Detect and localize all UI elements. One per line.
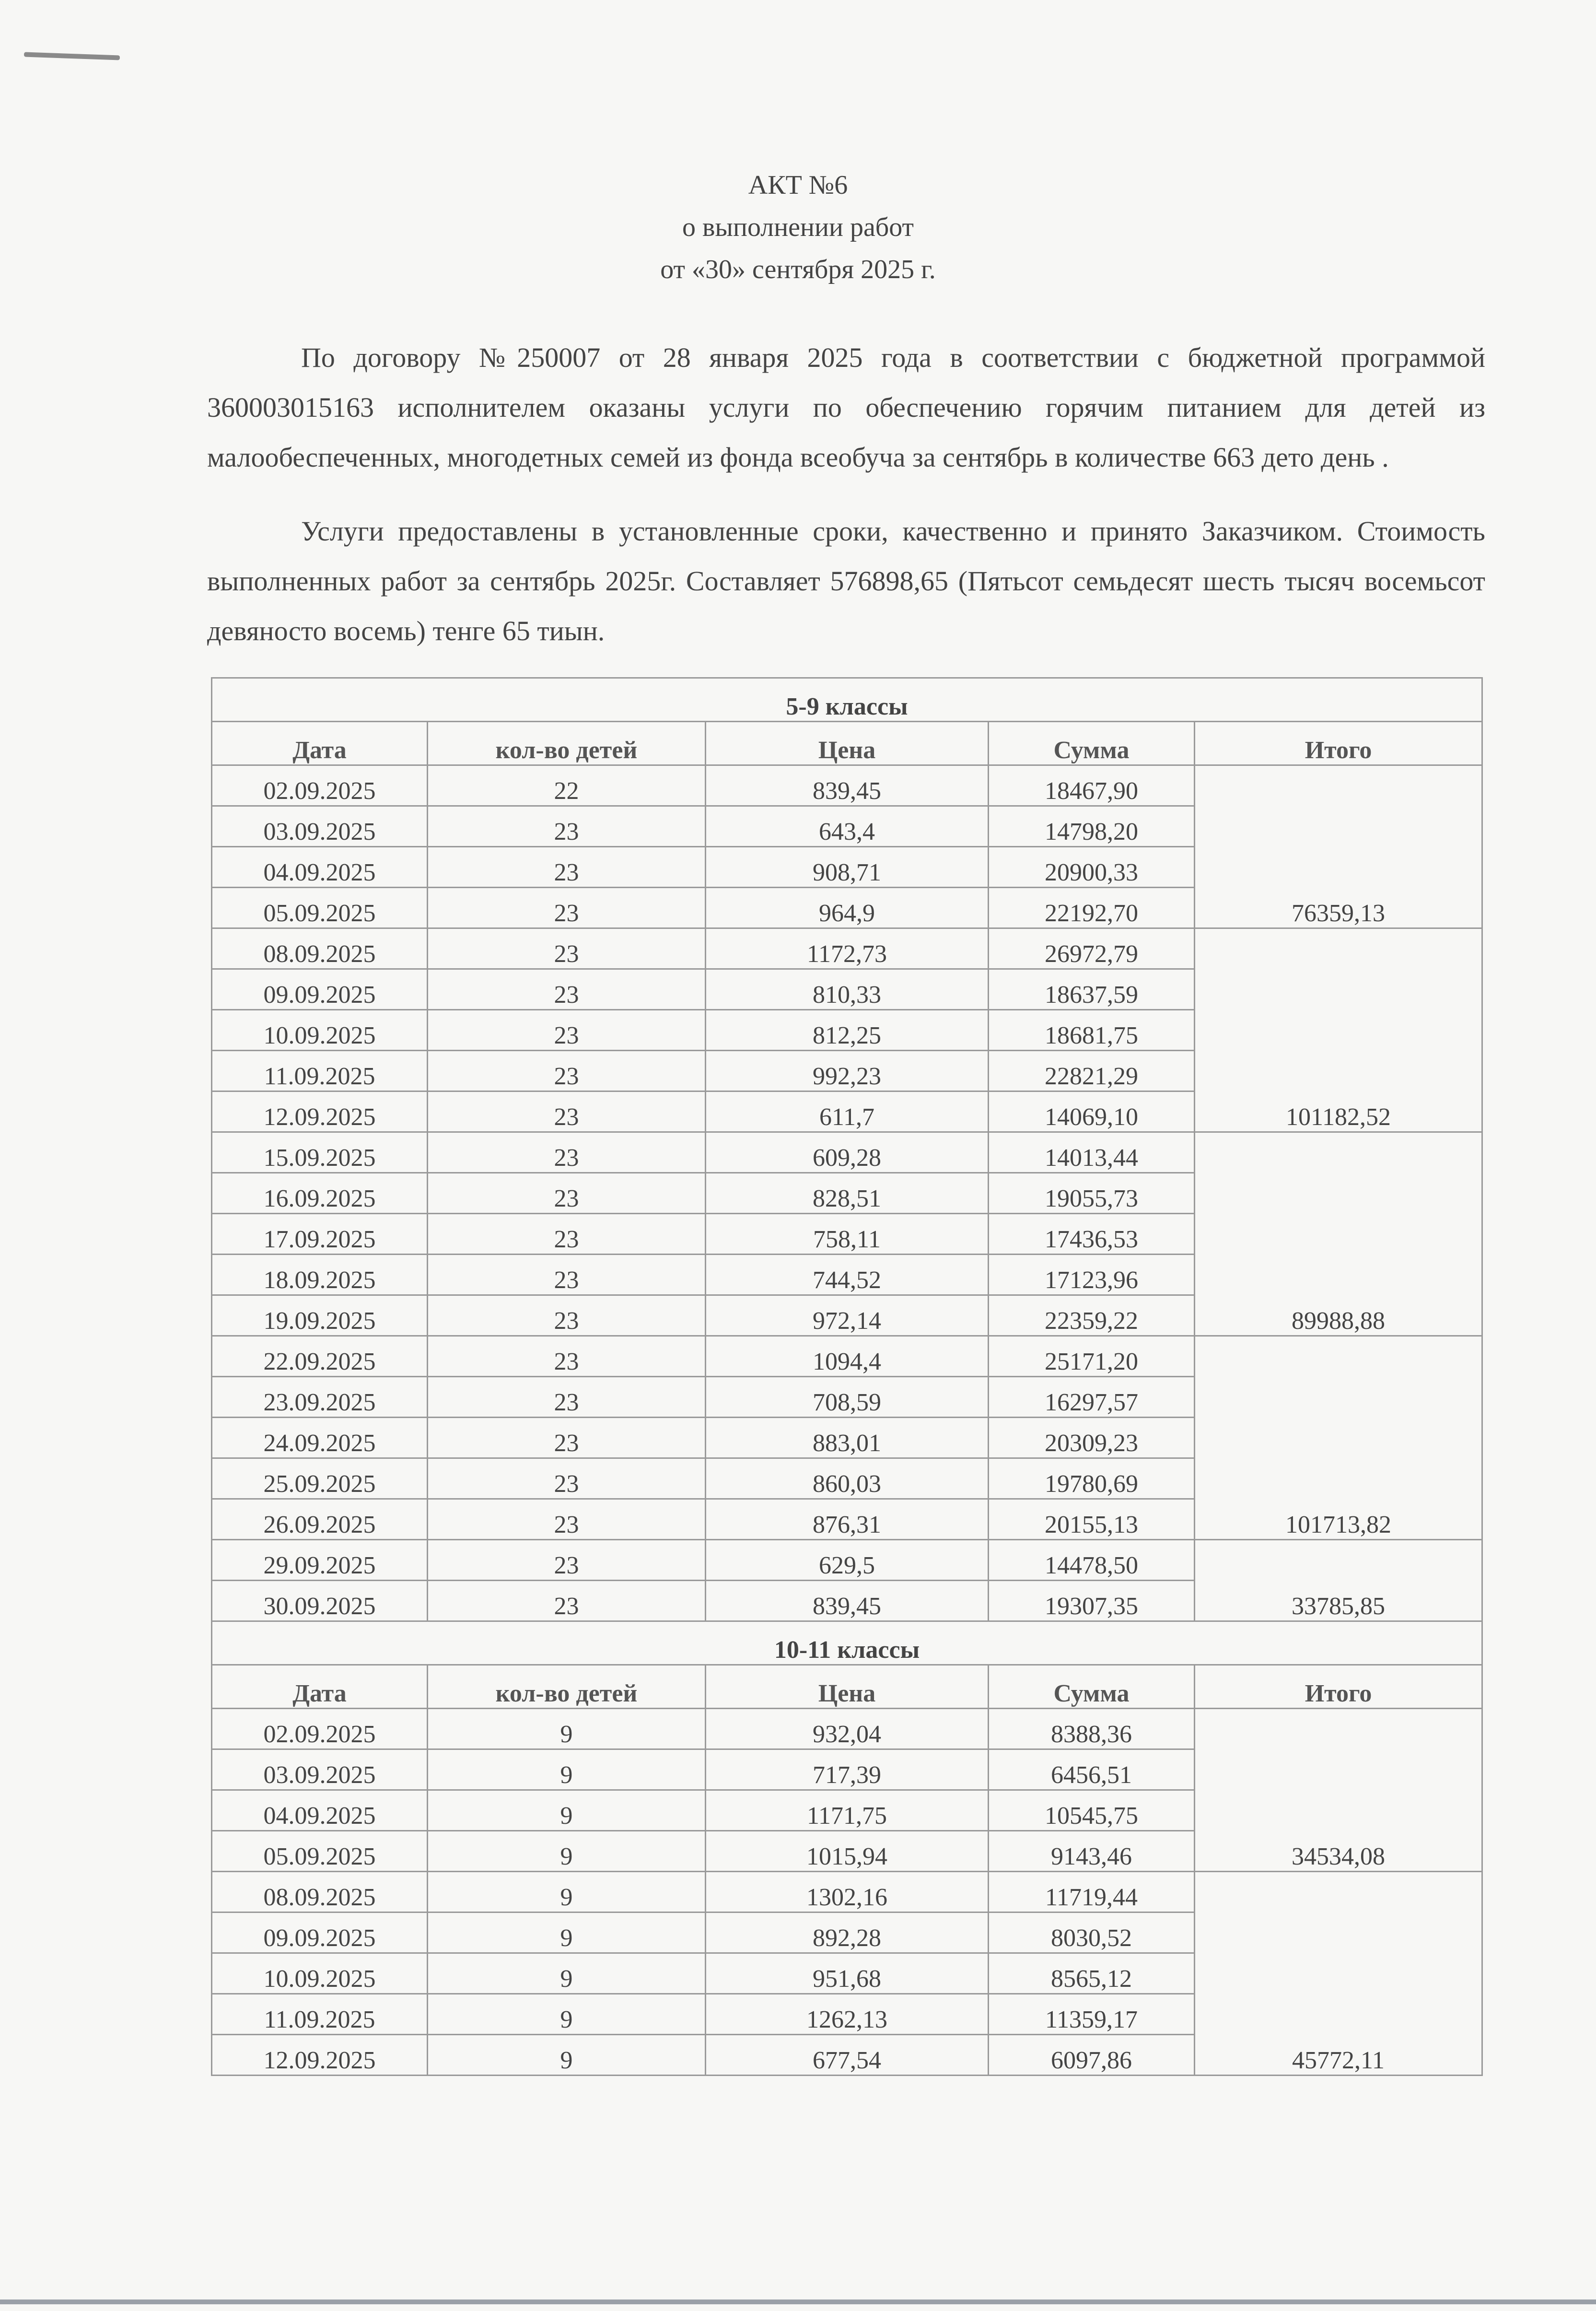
sum-cell: 25171,20 <box>989 1336 1195 1377</box>
column-header: Дата <box>212 722 428 765</box>
children-count-cell: 23 <box>428 1377 706 1418</box>
section-header-row <box>212 678 1482 722</box>
children-count-cell: 9 <box>428 1749 706 1790</box>
act-title: АКТ №6 <box>748 170 848 200</box>
sum-cell: 11359,17 <box>989 1994 1195 2035</box>
price-cell: 876,31 <box>706 1499 989 1540</box>
children-count-cell: 23 <box>428 1010 706 1051</box>
week-total-cell: 101713,82 <box>1195 1336 1482 1540</box>
children-count-cell: 23 <box>428 1173 706 1214</box>
price-cell: 609,28 <box>706 1132 989 1173</box>
sum-cell: 17123,96 <box>989 1255 1195 1295</box>
price-cell: 964,9 <box>706 888 989 928</box>
services-paragraph <box>207 506 1485 656</box>
children-count-cell: 9 <box>428 1994 706 2035</box>
week-total-cell: 101182,52 <box>1195 928 1482 1132</box>
date-cell: 08.09.2025 <box>212 928 428 969</box>
price-cell: 629,5 <box>706 1540 989 1581</box>
date-cell: 05.09.2025 <box>212 1831 428 1872</box>
price-cell: 1094,4 <box>706 1336 989 1377</box>
children-count-cell: 9 <box>428 2035 706 2076</box>
price-cell: 1302,16 <box>706 1872 989 1912</box>
sum-cell: 9143,46 <box>989 1831 1195 1872</box>
sum-cell: 6097,86 <box>989 2035 1195 2076</box>
sum-cell: 22192,70 <box>989 888 1195 928</box>
children-count-cell: 23 <box>428 1051 706 1091</box>
date-cell: 09.09.2025 <box>212 969 428 1010</box>
table-row <box>212 1132 1482 1173</box>
children-count-cell: 23 <box>428 1295 706 1336</box>
sum-cell: 19055,73 <box>989 1173 1195 1214</box>
scan-mark <box>24 52 120 60</box>
section-header-row <box>212 1621 1482 1665</box>
week-total-cell: 33785,85 <box>1195 1540 1482 1621</box>
date-cell: 23.09.2025 <box>212 1377 428 1418</box>
children-count-cell: 23 <box>428 1540 706 1581</box>
sum-cell: 19307,35 <box>989 1581 1195 1621</box>
children-count-cell: 23 <box>428 847 706 888</box>
price-cell: 1015,94 <box>706 1831 989 1872</box>
price-cell: 860,03 <box>706 1458 989 1499</box>
week-total-cell: 76359,13 <box>1195 765 1482 928</box>
children-count-cell: 23 <box>428 806 706 847</box>
children-count-cell: 23 <box>428 1255 706 1295</box>
sum-cell: 22359,22 <box>989 1295 1195 1336</box>
children-count-cell: 23 <box>428 969 706 1010</box>
date-cell: 12.09.2025 <box>212 1091 428 1132</box>
column-header: Итого <box>1195 722 1482 765</box>
sum-cell: 26972,79 <box>989 928 1195 969</box>
meals-table <box>211 677 1483 2076</box>
sum-cell: 10545,75 <box>989 1790 1195 1831</box>
sum-cell: 22821,29 <box>989 1051 1195 1091</box>
children-count-cell: 23 <box>428 1214 706 1255</box>
price-cell: 992,23 <box>706 1051 989 1091</box>
table-row <box>212 1336 1482 1377</box>
children-count-cell: 9 <box>428 1912 706 1953</box>
children-count-cell: 23 <box>428 1091 706 1132</box>
table-row <box>212 765 1482 806</box>
date-cell: 04.09.2025 <box>212 1790 428 1831</box>
children-count-cell: 9 <box>428 1831 706 1872</box>
column-header: кол-во детей <box>428 1665 706 1709</box>
date-cell: 25.09.2025 <box>212 1458 428 1499</box>
sum-cell: 19780,69 <box>989 1458 1195 1499</box>
page-bottom-edge <box>0 2299 1596 2304</box>
price-cell: 708,59 <box>706 1377 989 1418</box>
children-count-cell: 23 <box>428 1418 706 1458</box>
date-cell: 04.09.2025 <box>212 847 428 888</box>
services-text: Услуги предоставлены в установленные сроки, качественно и принято Заказчиком. Стоимость выполненных работ за сентябрь 2025г. Составляет 576898,65 (Пятьсот семьдесят шесть тысяч восемьсот девяносто восемь) тенге 65 тиын. <box>207 516 1485 646</box>
date-cell: 03.09.2025 <box>212 806 428 847</box>
sum-cell: 17436,53 <box>989 1214 1195 1255</box>
price-cell: 677,54 <box>706 2035 989 2076</box>
price-cell: 932,04 <box>706 1709 989 1749</box>
table-row <box>212 928 1482 969</box>
sum-cell: 14069,10 <box>989 1091 1195 1132</box>
price-cell: 828,51 <box>706 1173 989 1214</box>
date-cell: 30.09.2025 <box>212 1581 428 1621</box>
price-cell: 717,39 <box>706 1749 989 1790</box>
date-cell: 11.09.2025 <box>212 1994 428 2035</box>
sum-cell: 20309,23 <box>989 1418 1195 1458</box>
sum-cell: 18681,75 <box>989 1010 1195 1051</box>
price-cell: 1171,75 <box>706 1790 989 1831</box>
sum-cell: 18637,59 <box>989 969 1195 1010</box>
price-cell: 972,14 <box>706 1295 989 1336</box>
price-cell: 883,01 <box>706 1418 989 1458</box>
children-count-cell: 9 <box>428 1872 706 1912</box>
price-cell: 810,33 <box>706 969 989 1010</box>
column-header: Сумма <box>989 722 1195 765</box>
price-cell: 812,25 <box>706 1010 989 1051</box>
column-header: Дата <box>212 1665 428 1709</box>
price-cell: 1172,73 <box>706 928 989 969</box>
date-cell: 22.09.2025 <box>212 1336 428 1377</box>
children-count-cell: 23 <box>428 928 706 969</box>
column-header: Цена <box>706 722 989 765</box>
section-title: 10-11 классы <box>212 1621 1482 1665</box>
date-cell: 02.09.2025 <box>212 1709 428 1749</box>
table-row <box>212 1540 1482 1581</box>
price-cell: 839,45 <box>706 1581 989 1621</box>
date-cell: 03.09.2025 <box>212 1749 428 1790</box>
column-header-row <box>212 722 1482 765</box>
children-count-cell: 23 <box>428 1581 706 1621</box>
table-row <box>212 1709 1482 1749</box>
section-title: 5-9 классы <box>212 678 1482 722</box>
date-cell: 02.09.2025 <box>212 765 428 806</box>
date-cell: 29.09.2025 <box>212 1540 428 1581</box>
sum-cell: 14478,50 <box>989 1540 1195 1581</box>
children-count-cell: 23 <box>428 1499 706 1540</box>
price-cell: 1262,13 <box>706 1994 989 2035</box>
price-cell: 643,4 <box>706 806 989 847</box>
week-total-cell: 34534,08 <box>1195 1709 1482 1872</box>
children-count-cell: 9 <box>428 1790 706 1831</box>
week-total-cell: 45772,11 <box>1195 1872 1482 2076</box>
date-cell: 10.09.2025 <box>212 1010 428 1051</box>
children-count-cell: 9 <box>428 1953 706 1994</box>
date-cell: 24.09.2025 <box>212 1418 428 1458</box>
price-cell: 951,68 <box>706 1953 989 1994</box>
column-header: Сумма <box>989 1665 1195 1709</box>
sum-cell: 14013,44 <box>989 1132 1195 1173</box>
sum-cell: 16297,57 <box>989 1377 1195 1418</box>
price-cell: 758,11 <box>706 1214 989 1255</box>
date-cell: 19.09.2025 <box>212 1295 428 1336</box>
date-cell: 16.09.2025 <box>212 1173 428 1214</box>
sum-cell: 8388,36 <box>989 1709 1195 1749</box>
date-cell: 09.09.2025 <box>212 1912 428 1953</box>
sum-cell: 20155,13 <box>989 1499 1195 1540</box>
children-count-cell: 9 <box>428 1709 706 1749</box>
date-cell: 12.09.2025 <box>212 2035 428 2076</box>
children-count-cell: 23 <box>428 1132 706 1173</box>
column-header: Цена <box>706 1665 989 1709</box>
contract-text: По договору №250007 от 28 января 2025 года в соответствии с бюджетной программой 360003015163 исполнителем оказаны услуги по обеспечению горячим питанием для детей из малообеспеченных, многодетных семей из фонда всеобуча за сентябрь в количестве 663 дето день . <box>207 342 1485 473</box>
sum-cell: 8030,52 <box>989 1912 1195 1953</box>
date-cell: 18.09.2025 <box>212 1255 428 1295</box>
date-cell: 10.09.2025 <box>212 1953 428 1994</box>
act-date: от «30» сентября 2025 г. <box>660 255 936 284</box>
price-cell: 839,45 <box>706 765 989 806</box>
date-cell: 08.09.2025 <box>212 1872 428 1912</box>
price-cell: 892,28 <box>706 1912 989 1953</box>
date-cell: 11.09.2025 <box>212 1051 428 1091</box>
sum-cell: 14798,20 <box>989 806 1195 847</box>
sum-cell: 8565,12 <box>989 1953 1195 1994</box>
table-row <box>212 1872 1482 1912</box>
children-count-cell: 22 <box>428 765 706 806</box>
week-total-cell: 89988,88 <box>1195 1132 1482 1336</box>
price-cell: 744,52 <box>706 1255 989 1295</box>
column-header-row <box>212 1665 1482 1709</box>
column-header: Итого <box>1195 1665 1482 1709</box>
sum-cell: 18467,90 <box>989 765 1195 806</box>
date-cell: 15.09.2025 <box>212 1132 428 1173</box>
children-count-cell: 23 <box>428 1336 706 1377</box>
price-cell: 908,71 <box>706 847 989 888</box>
sum-cell: 20900,33 <box>989 847 1195 888</box>
date-cell: 05.09.2025 <box>212 888 428 928</box>
contract-paragraph <box>207 333 1485 482</box>
children-count-cell: 23 <box>428 1458 706 1499</box>
price-cell: 611,7 <box>706 1091 989 1132</box>
date-cell: 26.09.2025 <box>212 1499 428 1540</box>
date-cell: 17.09.2025 <box>212 1214 428 1255</box>
children-count-cell: 23 <box>428 888 706 928</box>
act-subtitle: о выполнении работ <box>682 212 914 242</box>
sum-cell: 6456,51 <box>989 1749 1195 1790</box>
sum-cell: 11719,44 <box>989 1872 1195 1912</box>
column-header: кол-во детей <box>428 722 706 765</box>
